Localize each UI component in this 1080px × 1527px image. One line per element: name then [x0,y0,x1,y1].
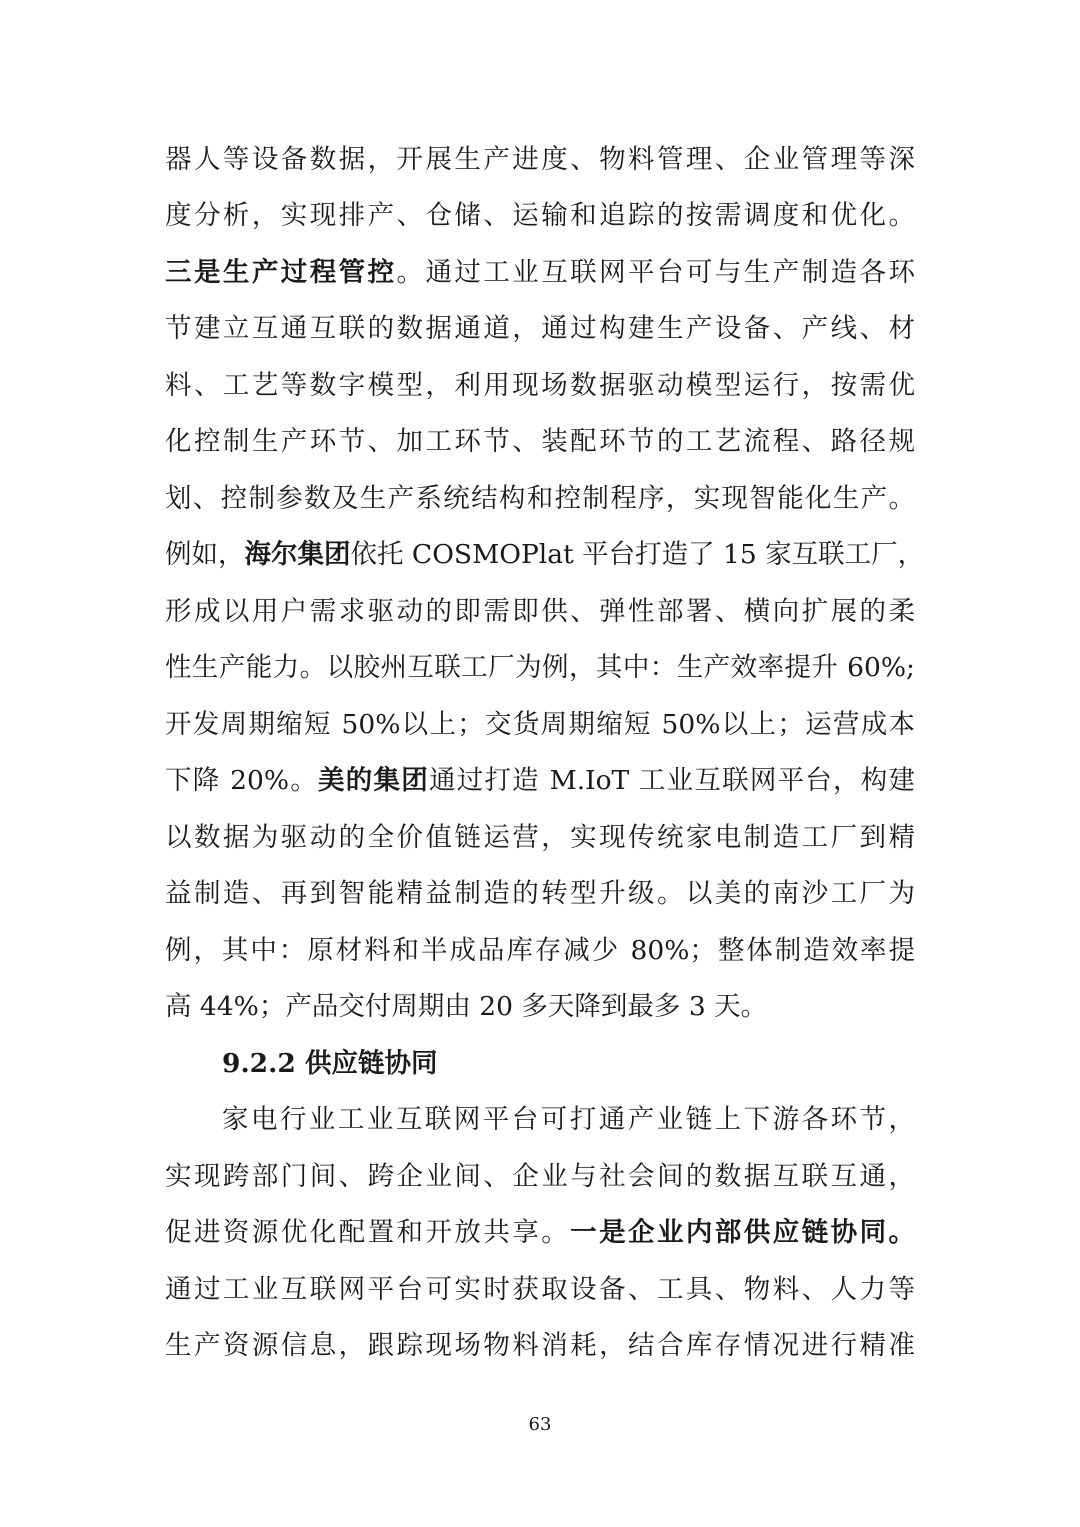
text-line [165,874,915,914]
text-line [165,1326,915,1366]
text-span: 通过打造 M.IoT 工业互联网平台，构建 [428,765,916,796]
text-line [165,987,915,1027]
bold-phrase: 一是企业内部供应链协同。 [570,1217,916,1248]
bold-phrase: 海尔集团 [244,539,351,570]
text-span: 益制造、再到智能精益制造的转型升级。以美的南沙工厂为 [165,878,915,909]
text-line [222,1100,915,1140]
text-line [165,309,915,349]
text-line [165,422,915,462]
text-line [165,592,915,632]
text-line [165,366,915,406]
text-span: 通过工业互联网平台可实时获取设备、工具、物料、人力等 [165,1274,915,1305]
text-span: 例，其中：原材料和半成品库存减少 80%；整体制造效率提 [165,935,915,966]
text-span: 化控制生产环节、加工环节、装配环节的工艺流程、路径规 [165,426,915,457]
section-heading: 9.2.2 供应链协同 [222,1048,438,1079]
text-line [165,1213,915,1253]
bold-phrase: 三是生产过程管控 [165,257,397,288]
text-span: 划、控制参数及生产系统结构和控制程序，实现智能化生产。 [165,483,915,514]
text-line [165,761,915,801]
text-line [165,140,915,180]
text-line [165,705,915,745]
text-span: 家电行业工业互联网平台可打通产业链上下游各环节， [222,1104,915,1135]
text-span: 性生产能力。以胶州互联工厂为例，其中：生产效率提升 60%; [165,652,915,683]
text-span: 促进资源优化配置和开放共享。 [165,1217,571,1248]
text-line [165,253,915,293]
text-span: 高 44%；产品交付周期由 20 多天降到最多 3 天。 [165,991,768,1022]
text-span: 。通过工业互联网平台可与生产制造各环 [396,257,916,288]
text-span: 生产资源信息，跟踪现场物料消耗，结合库存情况进行精准 [165,1330,915,1361]
text-span: 度分析，实现排产、仓储、运输和追踪的按需调度和优化。 [165,200,915,231]
text-line [165,479,915,519]
text-span: 下降 20%。 [165,765,319,796]
text-span: 实现跨部门间、跨企业间、企业与社会间的数据互联互通， [165,1161,915,1192]
bold-phrase: 美的集团 [318,765,429,796]
text-line [165,1270,915,1310]
text-line [165,196,915,236]
text-span: 依托 COSMOPlat 平台打造了 15 家互联工厂， [350,539,925,570]
text-span: 以数据为驱动的全价值链运营，实现传统家电制造工厂到精 [165,822,915,853]
text-span: 例如， [165,539,245,570]
text-line [165,818,915,858]
text-line [165,535,925,575]
text-span: 器人等设备数据，开展生产进度、物料管理、企业管理等深 [165,144,915,175]
text-span: 料、工艺等数字模型，利用现场数据驱动模型运行，按需优 [165,370,915,401]
text-line [165,1157,915,1197]
text-line [165,931,915,971]
page-number: 63 [528,1414,552,1435]
text-span: 开发周期缩短 50%以上；交货周期缩短 50%以上；运营成本 [165,709,915,740]
text-span: 节建立互通互联的数据通道，通过构建生产设备、产线、材 [165,313,915,344]
text-line [165,648,915,688]
text-span: 形成以用户需求驱动的即需即供、弹性部署、横向扩展的柔 [165,596,915,627]
